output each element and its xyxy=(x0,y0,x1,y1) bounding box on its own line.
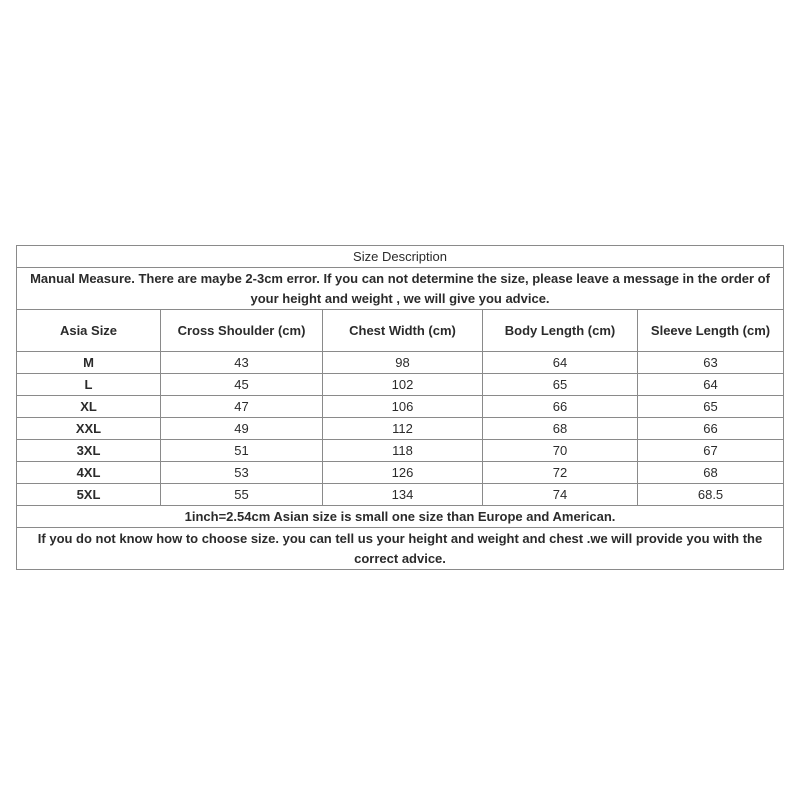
size-cell: M xyxy=(17,352,161,374)
length-cell: 70 xyxy=(483,440,638,462)
size-cell: 3XL xyxy=(17,440,161,462)
size-cell: 4XL xyxy=(17,462,161,484)
length-cell: 74 xyxy=(483,484,638,506)
length-cell: 68 xyxy=(483,418,638,440)
length-cell: 65 xyxy=(483,374,638,396)
shoulder-cell: 55 xyxy=(161,484,323,506)
size-cell: L xyxy=(17,374,161,396)
measure-note-row xyxy=(17,268,784,310)
size-cell: 5XL xyxy=(17,484,161,506)
length-cell: 72 xyxy=(483,462,638,484)
header-asia-size: Asia Size xyxy=(17,310,161,352)
shoulder-cell: 45 xyxy=(161,374,323,396)
measure-note: Manual Measure. There are maybe 2-3cm error. If you can not determine the size, please leave a message in the order of your height and weight , we will give you advice. xyxy=(17,268,784,310)
shoulder-cell: 49 xyxy=(161,418,323,440)
sleeve-cell: 68 xyxy=(638,462,784,484)
table-row xyxy=(17,462,784,484)
table-row xyxy=(17,418,784,440)
header-chest-width: Chest Width (cm) xyxy=(323,310,483,352)
table-row xyxy=(17,396,784,418)
chest-cell: 126 xyxy=(323,462,483,484)
chest-cell: 118 xyxy=(323,440,483,462)
chest-cell: 98 xyxy=(323,352,483,374)
advice-note: If you do not know how to choose size. you can tell us your height and weight and chest .we will provide you with the correct advice. xyxy=(17,528,784,570)
table-row xyxy=(17,440,784,462)
shoulder-cell: 51 xyxy=(161,440,323,462)
chest-cell: 112 xyxy=(323,418,483,440)
title-row xyxy=(17,246,784,268)
shoulder-cell: 47 xyxy=(161,396,323,418)
conversion-note: 1inch=2.54cm Asian size is small one size than Europe and American. xyxy=(17,506,784,528)
size-cell: XXL xyxy=(17,418,161,440)
header-cross-shoulder: Cross Shoulder (cm) xyxy=(161,310,323,352)
header-sleeve-length: Sleeve Length (cm) xyxy=(638,310,784,352)
header-row xyxy=(17,310,784,352)
sleeve-cell: 68.5 xyxy=(638,484,784,506)
chest-cell: 134 xyxy=(323,484,483,506)
table-row xyxy=(17,352,784,374)
conversion-note-row xyxy=(17,506,784,528)
chest-cell: 102 xyxy=(323,374,483,396)
table-row xyxy=(17,484,784,506)
header-body-length: Body Length (cm) xyxy=(483,310,638,352)
length-cell: 66 xyxy=(483,396,638,418)
chest-cell: 106 xyxy=(323,396,483,418)
table-title: Size Description xyxy=(17,246,784,268)
size-chart-table xyxy=(16,245,784,570)
size-cell: XL xyxy=(17,396,161,418)
length-cell: 64 xyxy=(483,352,638,374)
sleeve-cell: 63 xyxy=(638,352,784,374)
table-row xyxy=(17,374,784,396)
shoulder-cell: 53 xyxy=(161,462,323,484)
sleeve-cell: 64 xyxy=(638,374,784,396)
sleeve-cell: 65 xyxy=(638,396,784,418)
advice-note-row xyxy=(17,528,784,570)
sleeve-cell: 66 xyxy=(638,418,784,440)
sleeve-cell: 67 xyxy=(638,440,784,462)
shoulder-cell: 43 xyxy=(161,352,323,374)
